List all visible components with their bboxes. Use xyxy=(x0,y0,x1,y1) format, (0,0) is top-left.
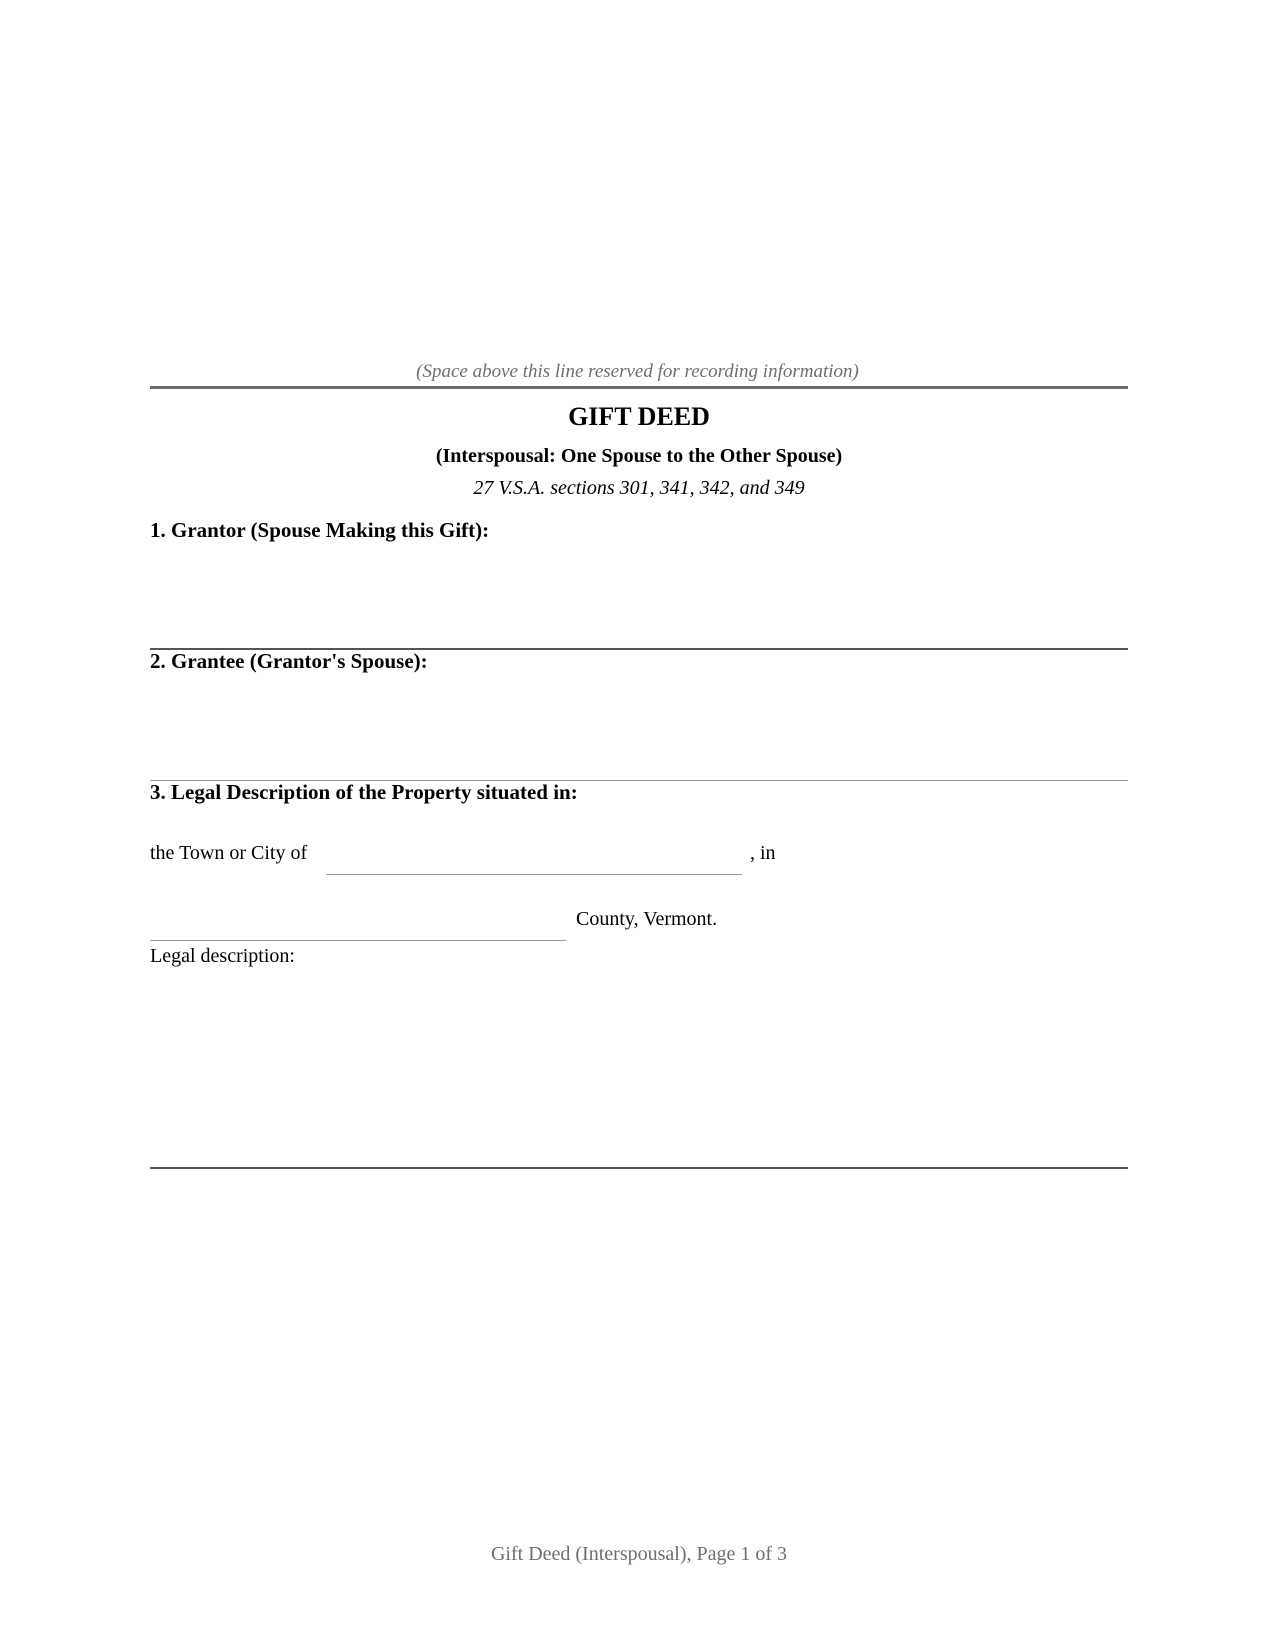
recording-space-note: (Space above this line reserved for recording information) xyxy=(416,361,859,382)
legal-description-label: Legal description: xyxy=(150,945,295,967)
grantor-heading: 1. Grantor (Spouse Making this Gift): xyxy=(150,518,490,542)
statute-reference: 27 V.S.A. sections 301, 341, 342, and 349 xyxy=(473,477,805,499)
document-subtitle: (Interspousal: One Spouse to the Other Spouse) xyxy=(435,445,843,467)
town-prefix-label: the Town or City of xyxy=(150,842,308,864)
legal-description-entry-line[interactable] xyxy=(150,1167,1128,1169)
grantee-heading: 2. Grantee (Grantor's Spouse): xyxy=(150,649,428,673)
county-field[interactable] xyxy=(150,940,566,941)
document-title: GIFT DEED xyxy=(568,402,710,431)
recording-space-divider xyxy=(150,386,1128,389)
page-footer: Gift Deed (Interspousal), Page 1 of 3 xyxy=(490,1543,788,1565)
property-heading: 3. Legal Description of the Property situated in: xyxy=(150,780,578,804)
county-suffix-label: County, Vermont. xyxy=(576,908,718,930)
town-city-field[interactable] xyxy=(326,874,742,875)
town-suffix-label: , in xyxy=(750,842,776,864)
